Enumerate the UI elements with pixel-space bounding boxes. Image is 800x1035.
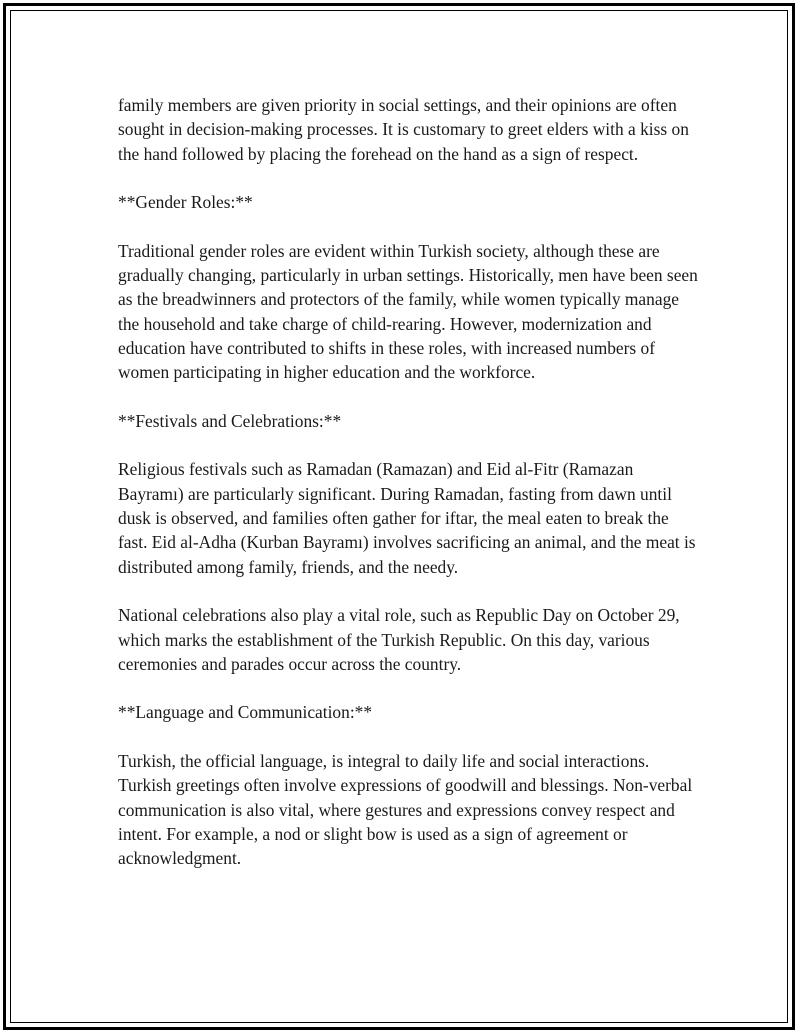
heading-festivals: **Festivals and Celebrations:**	[118, 410, 342, 431]
paragraph-gender-roles: Traditional gender roles are evident within Turkish society, although these are gradually changing, particularly in urban settings. Historically, men have been seen as the breadwinners and protectors of the family, while women typically manage the household and take charge of child-rearing. However, modernization and education have contributed to shifts in these roles, with increased numbers of women participating in higher education and the workforce.	[118, 240, 698, 383]
document-body	[118, 93, 698, 895]
paragraph-elders-respect: family members are given priority in social settings, and their opinions are often sought in decision-making processes. It is customary to greet elders with a kiss on the hand followed by placing the forehead on the hand as a sign of respect.	[118, 95, 689, 164]
heading-language: **Language and Communication:**	[118, 702, 373, 723]
paragraph-national-celebrations: National celebrations also play a vital role, such as Republic Day on October 29, which marks the establishment of the Turkish Republic. On this day, various ceremonies and parades occur across the country.	[118, 605, 680, 674]
paragraph-religious-festivals: Religious festivals such as Ramadan (Ramazan) and Eid al-Fitr (Ramazan Bayramı) are particularly significant. During Ramadan, fasting from dawn until dusk is observed, and families often gather for iftar, the meal eaten to break the fast. Eid al-Adha (Kurban Bayramı) involves sacrificing an animal, and the meat is distributed among family, friends, and the needy.	[118, 459, 696, 577]
paragraph-language: Turkish, the official language, is integral to daily life and social interactions. Turkish greetings often involve expressions of goodwill and blessings. Non-verbal communication is also vital, where gestures and expressions convey respect and intent. For example, a nod or slight bow is used as a sign of agreement or acknowledgment.	[118, 751, 693, 869]
heading-gender-roles: **Gender Roles:**	[118, 192, 253, 213]
